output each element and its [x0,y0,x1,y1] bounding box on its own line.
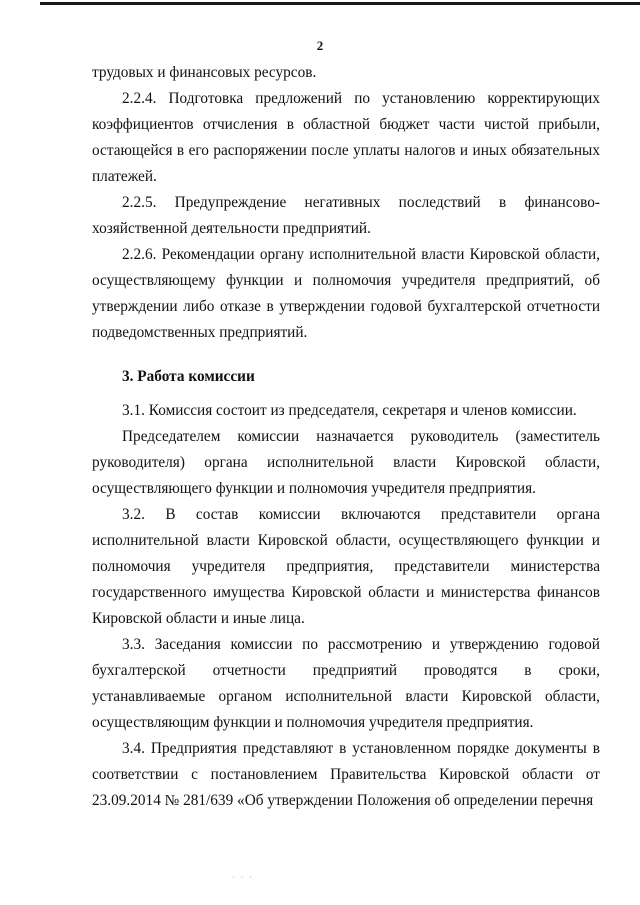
text-section-two [92,60,600,346]
text-section-three-body [92,398,600,814]
paragraph-3-1: 3.1. Комиссия состоит из председателя, секретаря и членов комиссии. [122,402,577,419]
scan-artifact: · · · [232,873,254,882]
paragraph-2-2-6: 2.2.6. Рекомендации органу исполнительной власти Кировской области, осуществляющему функции и полномочия учредителя предприятий, об утверждении либо отказе в утверждении годовой бухгалтерской отчетности подведомственных предприятий. [92,246,600,341]
paragraph-3-4: 3.4. Предприятия представляют в установленном порядке документы в соответствии с постановлением Правительства Кировской области от 23.09.2014 № 281/639 «Об утверждении Положения об определении перечня [92,740,600,809]
section-heading: 3. Работа комиссии [122,368,255,385]
paragraph-2-2-5: 2.2.5. Предупреждение негативных последствий в финансово-хозяйственной деятельности предприятий. [92,194,600,237]
text-section-three [92,364,600,390]
page-number: 2 [316,38,324,53]
paragraph-3-2: 3.2. В состав комиссии включаются представители органа исполнительной власти Кировской области, осуществляющего функции и полномочия учредителя предприятия, представители министерства государственного имущества Кировской области и министерства финансов Кировской области и иные лица. [92,506,600,627]
paragraph-2-2-4: 2.2.4. Подготовка предложений по установлению корректирующих коэффициентов отчисления в областной бюджет части чистой прибыли, остающейся в его распоряжении после уплаты налогов и иных обязательных платежей. [92,90,600,185]
paragraph-3-1-chair: Председателем комиссии назначается руководитель (заместитель руководителя) органа исполнительной власти Кировской области, осуществляющего функции и полномочия учредителя предприятия. [92,428,600,497]
paragraph-3-3: 3.3. Заседания комиссии по рассмотрению и утверждению годовой бухгалтерской отчетности предприятий проводятся в сроки, устанавливаемые органом исполнительной власти Кировской области, осуществляющим функции и полномочия учредителя предприятия. [92,636,600,731]
top-border-line [40,2,640,5]
paragraph-continuation: трудовых и финансовых ресурсов. [92,64,317,81]
